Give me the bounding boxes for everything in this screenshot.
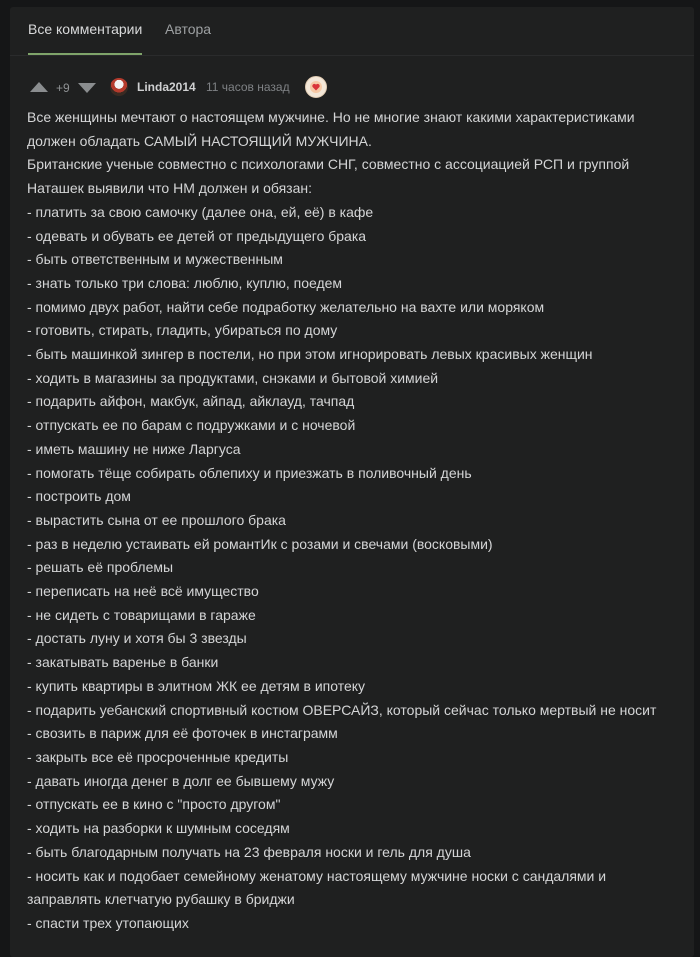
comment-text-line: - закрыть все её просроченные кредиты xyxy=(27,748,289,765)
comment-text-line: - помогать тёще собирать облепиху и приезжать в поливочный день xyxy=(27,464,472,481)
comment-text-line: - достать луну и хотя бы 3 звезды xyxy=(27,630,247,647)
comment-text-line: - переписать на неё всё имущество xyxy=(27,583,259,600)
comment-text-line: - иметь машину не ниже Ларгуса xyxy=(27,440,241,457)
comment-text-line: - вырастить сына от ее прошлого брака xyxy=(27,511,286,528)
tab-author[interactable]: Автора xyxy=(165,21,212,37)
upvote-arrow-icon[interactable] xyxy=(30,82,48,92)
avatar[interactable] xyxy=(110,78,128,96)
comment-text-line: - платить за свою самочку (далее она, ей, её) в кафе xyxy=(27,203,374,220)
comment-text-line: - раз в неделю устаивать ей романтИк с розами и свечами (восковыми) xyxy=(27,535,493,552)
comment-text-line: - купить квартиры в элитном ЖК ее детям в ипотеку xyxy=(27,677,366,694)
comment-text-line: - ходить на разборки к шумным соседям xyxy=(27,820,290,837)
comment-text-line: заправлять клетчатую рубашку в бриджи xyxy=(27,891,295,908)
comment-text-line: - подарить уебанский спортивный костюм ОВЕРСАЙЗ, который сейчас только мертвый не носит xyxy=(27,701,657,718)
comment-header xyxy=(10,77,694,101)
comment-text-line: - носить как и подобает семейному женатому настоящему мужчине носки с сандалями и xyxy=(27,867,607,884)
comment-timestamp: 11 часов назад xyxy=(206,80,290,94)
comment-body xyxy=(27,106,687,936)
comment-text-line: - готовить, стирать, гладить, убираться по дому xyxy=(27,322,338,339)
comment-rating: +9 xyxy=(56,81,70,95)
comment-text-line: - решать её проблемы xyxy=(27,559,174,576)
comment-text-line: Наташек выявили что НМ должен и обязан: xyxy=(27,180,312,197)
comment-text-line: должен обладать САМЫЙ НАСТОЯЩИЙ МУЖЧИНА. xyxy=(27,132,372,149)
comment-text-line: Британские ученые совместно с психологами СНГ, совместно с ассоциацией РСП и группой xyxy=(27,156,630,173)
comment-text-line: - быть машинкой зингер в постели, но при этом игнорировать левых красивых женщин xyxy=(27,346,593,363)
comment-text-line: - быть благодарным получать на 23 февраля носки и гель для душа xyxy=(27,843,471,860)
comment-text-line: - знать только три слова: люблю, куплю, поедем xyxy=(27,274,343,291)
comment-text-line: - ходить в магазины за продуктами, снэками и бытовой химией xyxy=(27,369,439,386)
tab-all-comments[interactable]: Все комментарии xyxy=(28,21,143,37)
comment-tabs xyxy=(10,7,694,56)
comment-text-line: - закатывать варенье в банки xyxy=(27,654,219,671)
comment-text-line: Все женщины мечтают о настоящем мужчине. Но не многие знают какими характеристиками xyxy=(27,109,635,125)
comments-panel xyxy=(10,7,694,957)
comment-text-line: - одевать и обувать ее детей от предыдущего брака xyxy=(27,227,367,244)
comment-text-line: - спасти трех утопающих xyxy=(27,914,189,931)
comment-text-line: - не сидеть с товарищами в гараже xyxy=(27,606,256,623)
comment-text-line: - отпускать ее по барам с подружками и с ночевой xyxy=(27,417,356,434)
comment-text-line: - построить дом xyxy=(27,488,131,505)
heart-award-icon[interactable] xyxy=(305,76,327,98)
comment-text-line: - быть ответственным и мужественным xyxy=(27,251,283,268)
comment-text-line: - подарить айфон, макбук, айпад, айклауд, тачпад xyxy=(27,393,355,410)
comment-text-line: - отпускать ее в кино с "просто другом" xyxy=(27,796,281,813)
comment-text-line: - давать иногда денег в долг ее бывшему мужу xyxy=(27,772,335,789)
comment-text-line: - свозить в париж для её фоточек в инстаграмм xyxy=(27,725,338,742)
downvote-arrow-icon[interactable] xyxy=(78,83,96,93)
comment-author[interactable]: Linda2014 xyxy=(137,80,196,94)
comment-text-line: - помимо двух работ, найти себе подработку желательно на вахте или моряком xyxy=(27,298,545,315)
